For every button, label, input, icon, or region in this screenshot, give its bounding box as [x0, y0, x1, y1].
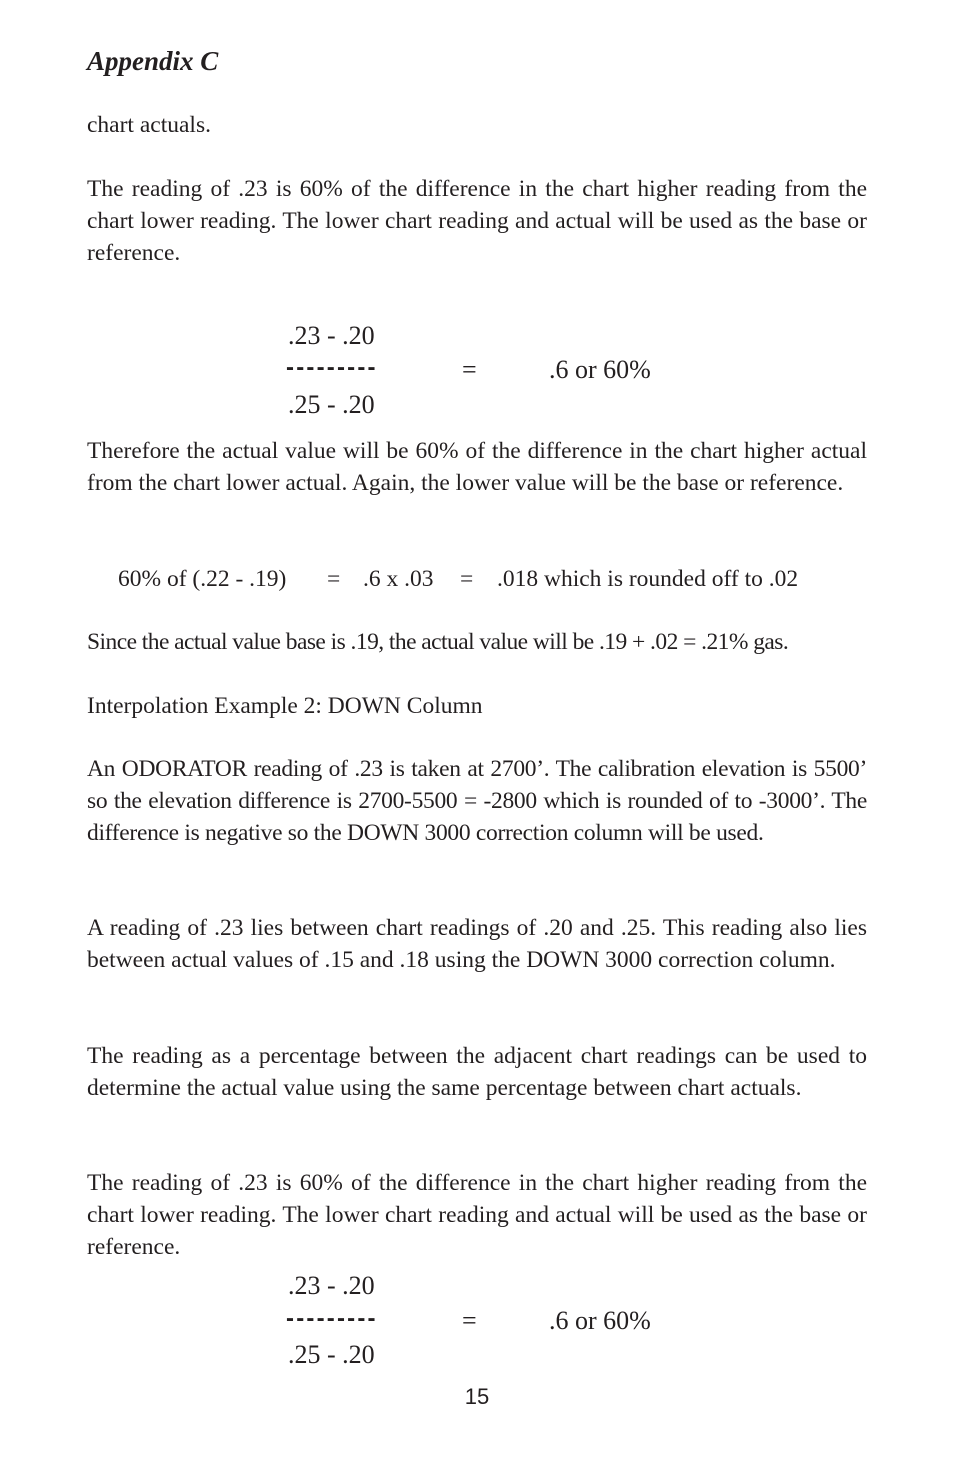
formula-1-numerator: .23 - .20 — [288, 321, 375, 350]
page-heading: Appendix C — [87, 46, 219, 76]
formula-1-result: .6 or 60% — [549, 355, 651, 384]
paragraph-reading-1: The reading of .23 is 60% of the difference in the chart higher reading from the chart lower reading. The lower chart reading and actual will be used as the base or reference. — [87, 176, 867, 266]
calc-equals-2: = — [460, 566, 474, 592]
formula-1-divider: --------- — [286, 354, 378, 381]
formula-2-denominator: .25 - .20 — [288, 1340, 375, 1369]
paragraph-percentage: The reading as a percentage between the adjacent chart readings can be used to determine the actual value using the same percentage between chart actuals. — [87, 1043, 867, 1101]
formula-2-numerator: .23 - .20 — [288, 1271, 375, 1300]
formula-2-divider: --------- — [286, 1305, 378, 1332]
formula-2-equals: = — [462, 1306, 477, 1335]
formula-1-equals: = — [462, 355, 477, 384]
calc-part-2: .6 x .03 — [363, 566, 434, 592]
formula-2-result: .6 or 60% — [549, 1306, 651, 1335]
paragraph-odorator: An ODORATOR reading of .23 is taken at 2700’. The calibration elevation is 5500’ so the elevation difference is 2700-5500 = -2800 which is rounded of to -3000’. The difference is negative so the DOWN 3000 correction column will be used. — [87, 756, 867, 846]
page-number: 15 — [464, 1384, 490, 1409]
calc-equals-1: = — [327, 566, 341, 592]
paragraph-reading-2: The reading of .23 is 60% of the difference in the chart higher reading from the chart lower reading. The lower chart reading and actual will be used as the base or reference. — [87, 1170, 867, 1260]
paragraph-lies-between: A reading of .23 lies between chart readings of .20 and .25. This reading also lies between actual values of .15 and .18 using the DOWN 3000 correction column. — [87, 915, 867, 973]
example-2-title: Interpolation Example 2: DOWN Column — [87, 693, 483, 719]
paragraph-since: Since the actual value base is .19, the actual value will be .19 + .02 = .21% gas. — [87, 629, 789, 655]
paragraph-intro: chart actuals. — [87, 112, 211, 138]
calc-part-1: 60% of (.22 - .19) — [118, 566, 287, 592]
calc-part-3: .018 which is rounded off to .02 — [497, 566, 799, 592]
formula-1-denominator: .25 - .20 — [288, 390, 375, 419]
paragraph-therefore: Therefore the actual value will be 60% of the difference in the chart higher actual from the chart lower actual. Again, the lower value will be the base or reference. — [87, 438, 867, 496]
